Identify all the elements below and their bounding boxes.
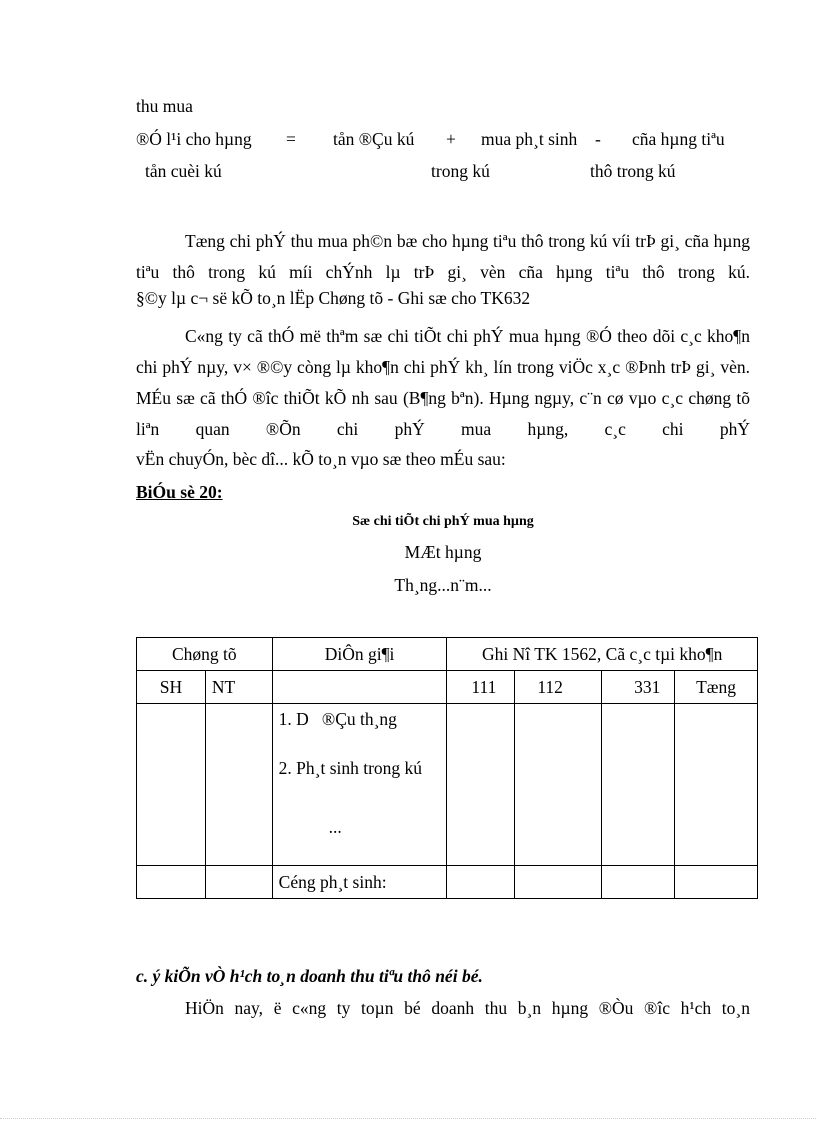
cell-description xyxy=(272,704,447,866)
paragraph-allocation: Tæng chi phÝ thu mua ph©n bæ cho hµng tiªu thô trong kú víi trÞ gi¸ cña hµng tiªu thô trong kú míi chÝnh lµ trÞ gi¸ vèn cña hµng tiªu thô trong kú. xyxy=(136,231,750,282)
cell-111 xyxy=(447,704,515,866)
cell-112 xyxy=(515,704,602,866)
footer-total xyxy=(675,866,758,899)
form-period: Th¸ng...n¨m... xyxy=(394,575,492,595)
formula-term-purchase-second-line: trong kú xyxy=(431,161,490,181)
footer-331 xyxy=(602,866,675,899)
form-subtitle: MÆt hµng xyxy=(404,542,482,562)
formula-term-sold: cña hµng tiªu xyxy=(632,129,725,149)
footer-sh xyxy=(137,866,206,899)
subheader-sh: SH xyxy=(137,671,206,704)
formula-line-1: thu mua xyxy=(136,96,193,116)
paragraph-ledger-proposal: C«ng ty cã thÓ më thªm sæ chi tiÕt chi phÝ mua hµng ®Ó theo dõi c¸c kho¶n chi phÝ nµy, v× ®©y còng lµ kho¶n chi phÝ kh¸ lín trong viÖc x¸c ®Þnh trÞ gi¸ vèn. MÉu sæ cã thÓ ®îc thiÕt kÕ nh sau (B¶ng bªn). Hµng ngµy, c¨n cø vµo c¸c chøng tõ liªn quan ®Õn chi phÝ mua hµng, c¸c chi phÝ xyxy=(136,326,750,439)
formula-equals: = xyxy=(286,129,296,149)
table-subheader-row xyxy=(137,671,758,704)
cell-sh xyxy=(137,704,206,866)
cell-total xyxy=(675,704,758,866)
page-bottom-divider xyxy=(0,1118,816,1119)
subheader-total: Tæng xyxy=(675,671,758,704)
table-header-row xyxy=(137,638,758,671)
formula-plus: + xyxy=(446,129,456,149)
paragraph-allocation-last-line: §©y lµ c¬ së kÕ to¸n lËp Chøng tõ - Ghi sæ cho TK632 xyxy=(136,288,531,308)
table-footer-row xyxy=(137,866,758,899)
footer-total-label: Céng ph¸t sinh: xyxy=(272,866,447,899)
body-arising-in-period: 2. Ph¸t sinh trong kú xyxy=(278,758,423,778)
formula-term-opening: tån ®Çu kú xyxy=(333,129,415,149)
footer-nt xyxy=(205,866,272,899)
purchase-expense-ledger-table xyxy=(136,637,758,899)
subheader-description-empty xyxy=(272,671,447,704)
cell-331 xyxy=(602,704,675,866)
subheader-331: 331 xyxy=(602,671,675,704)
section-c-paragraph: HiÖn nay, ë c«ng ty toµn bé doanh thu b¸n hµng ®Òu ®îc h¹ch to¸n xyxy=(185,998,750,1018)
cell-nt xyxy=(205,704,272,866)
subheader-111: 111 xyxy=(447,671,515,704)
paragraph-ledger-proposal-last-line: vËn chuyÓn, bèc dî... kÕ to¸n vµo sæ theo mÉu sau: xyxy=(136,449,506,469)
subheader-nt: NT xyxy=(205,671,272,704)
formula-lhs-second-line: tån cuèi kú xyxy=(145,161,222,181)
body-opening-balance: 1. D ®Çu th¸ng xyxy=(278,709,397,729)
form-label: BiÓu sè 20: xyxy=(136,482,223,502)
table-body-row xyxy=(137,704,758,866)
formula-minus: - xyxy=(595,129,601,149)
header-voucher: Chøng tõ xyxy=(137,638,273,671)
formula-term-sold-second-line: thô trong kú xyxy=(590,161,676,181)
formula-lhs: ®Ó l¹i cho hµng xyxy=(136,129,252,149)
subheader-112: 112 xyxy=(515,671,602,704)
header-description: DiÔn gi¶i xyxy=(272,638,447,671)
footer-112 xyxy=(515,866,602,899)
body-ellipsis: ... xyxy=(328,817,342,837)
header-debit-accounts: Ghi Nî TK 1562, Cã c¸c tµi kho¶n xyxy=(447,638,758,671)
formula-term-purchase: mua ph¸t sinh xyxy=(481,129,578,149)
section-c-heading: c. ý kiÕn vÒ h¹ch to¸n doanh thu tiªu thô néi bé. xyxy=(136,966,483,986)
form-title: Sæ chi tiÕt chi phÝ mua hµng xyxy=(352,514,534,529)
footer-111 xyxy=(447,866,515,899)
